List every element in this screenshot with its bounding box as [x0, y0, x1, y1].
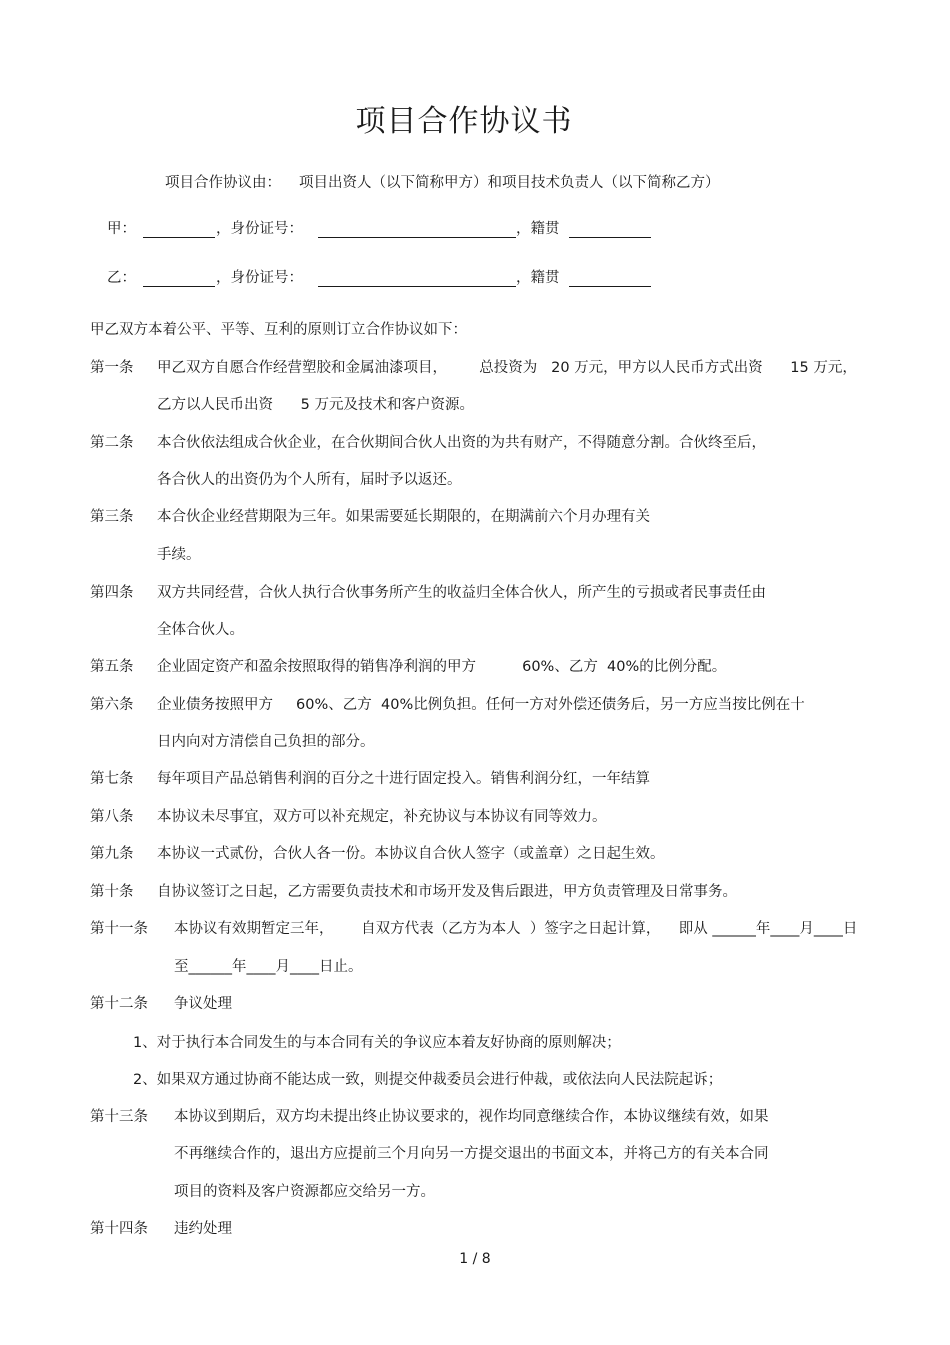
article-7-number: 第七条 — [90, 771, 134, 787]
article-2-number: 第二条 — [90, 435, 134, 451]
article-11-line-2: 至______年____月____日止。 — [174, 959, 363, 975]
article-11-number: 第十一条 — [90, 921, 148, 937]
article-13-number: 第十三条 — [90, 1109, 148, 1125]
preamble: 甲乙双方本着公平、平等、互利的原则订立合作协议如下： — [90, 322, 467, 338]
party-b-label: 乙： — [107, 270, 136, 286]
article-14-heading: 违约处理 — [174, 1221, 232, 1237]
article-10-line-1: 自协议签订之日起，乙方需要负责技术和市场开发及售后跟进，甲方负责管理及日常事务。 — [157, 884, 737, 900]
article-4-line-2: 全体合伙人。 — [157, 622, 244, 638]
article-6-line-1: 企业债务按照甲方 60%、乙方 40%比例负担。任何一方对外偿还债务后，另一方应当按比例在十 — [157, 697, 805, 713]
intro-text: 项目出资人（以下简称甲方）和项目技术负责人（以下简称乙方） — [299, 175, 720, 191]
article-3-number: 第三条 — [90, 509, 134, 525]
party-a-id-blank — [318, 222, 516, 238]
article-13-line-1: 本协议到期后，双方均未提出终止协议要求的，视作均同意继续合作，本协议继续有效，如果 — [174, 1109, 769, 1125]
article-13-line-2: 不再继续合作的，退出方应提前三个月向另一方提交退出的书面文本，并将己方的有关本合同 — [174, 1146, 769, 1162]
article-1-number: 第一条 — [90, 360, 134, 376]
article-8-line-1: 本协议未尽事宜，双方可以补充规定，补充协议与本协议有同等效力。 — [157, 809, 607, 825]
article-12-item-2: 2、如果双方通过协商不能达成一致，则提交仲裁委员会进行仲裁，或依法向人民法院起诉； — [133, 1072, 723, 1088]
article-9-line-1: 本协议一式贰份，合伙人各一份。本协议自合伙人签字（或盖章）之日起生效。 — [157, 846, 665, 862]
article-2-line-1: 本合伙依法组成合伙企业，在合伙期间合伙人出资的为共有财产，不得随意分割。合伙终至后， — [157, 435, 766, 451]
article-1-line-2: 乙方以人民币出资 5 万元及技术和客户资源。 — [157, 397, 474, 413]
article-9-number: 第九条 — [90, 846, 134, 862]
intro-label: 项目合作协议由： — [165, 175, 281, 191]
article-11-line-1: 本协议有效期暂定三年， 自双方代表（乙方为本人 ）签字之日起计算， 即从 ______年____月____日 — [174, 921, 858, 937]
document-title: 项目合作协议书 — [355, 104, 573, 139]
party-a-id-label: ，身份证号： — [216, 221, 303, 237]
party-a-label: 甲： — [107, 221, 136, 237]
party-a-origin-blank — [569, 222, 651, 238]
page-indicator: 1 / 8 — [459, 1251, 491, 1267]
party-a-origin-label: ，籍贯 — [516, 221, 560, 237]
article-10-number: 第十条 — [90, 884, 134, 900]
article-6-line-2: 日内向对方清偿自己负担的部分。 — [157, 734, 375, 750]
article-4-number: 第四条 — [90, 585, 134, 601]
article-2-line-2: 各合伙人的出资仍为个人所有，届时予以返还。 — [157, 472, 462, 488]
article-12-heading: 争议处理 — [174, 996, 232, 1012]
article-6-number: 第六条 — [90, 697, 134, 713]
party-b-id-blank — [318, 271, 516, 287]
article-3-line-1: 本合伙企业经营期限为三年。如果需要延长期限的，在期满前六个月办理有关 — [157, 509, 650, 525]
article-7-line-1: 每年项目产品总销售利润的百分之十进行固定投入。销售利润分红，一年结算 — [157, 771, 650, 787]
article-1-line-1: 甲乙双方自愿合作经营塑胶和金属油漆项目， 总投资为 20 万元，甲方以人民币方式出资 15 万元， — [157, 360, 857, 376]
article-14-number: 第十四条 — [90, 1221, 148, 1237]
party-b-id-label: ，身份证号： — [216, 270, 303, 286]
article-12-number: 第十二条 — [90, 996, 148, 1012]
article-12-item-1: 1、对于执行本合同发生的与本合同有关的争议应本着友好协商的原则解决； — [133, 1035, 621, 1051]
article-13-line-3: 项目的资料及客户资源都应交给另一方。 — [174, 1184, 435, 1200]
party-b-name-blank — [143, 271, 215, 287]
article-8-number: 第八条 — [90, 809, 134, 825]
party-b-origin-blank — [569, 271, 651, 287]
article-4-line-1: 双方共同经营，合伙人执行合伙事务所产生的收益归全体合伙人，所产生的亏损或者民事责任由 — [157, 585, 766, 601]
article-3-line-2: 手续。 — [157, 547, 201, 563]
party-b-origin-label: ，籍贯 — [516, 270, 560, 286]
party-a-name-blank — [143, 222, 215, 238]
article-5-line-1: 企业固定资产和盈余按照取得的销售净利润的甲方 60%、乙方 40%的比例分配。 — [157, 659, 727, 675]
article-5-number: 第五条 — [90, 659, 134, 675]
